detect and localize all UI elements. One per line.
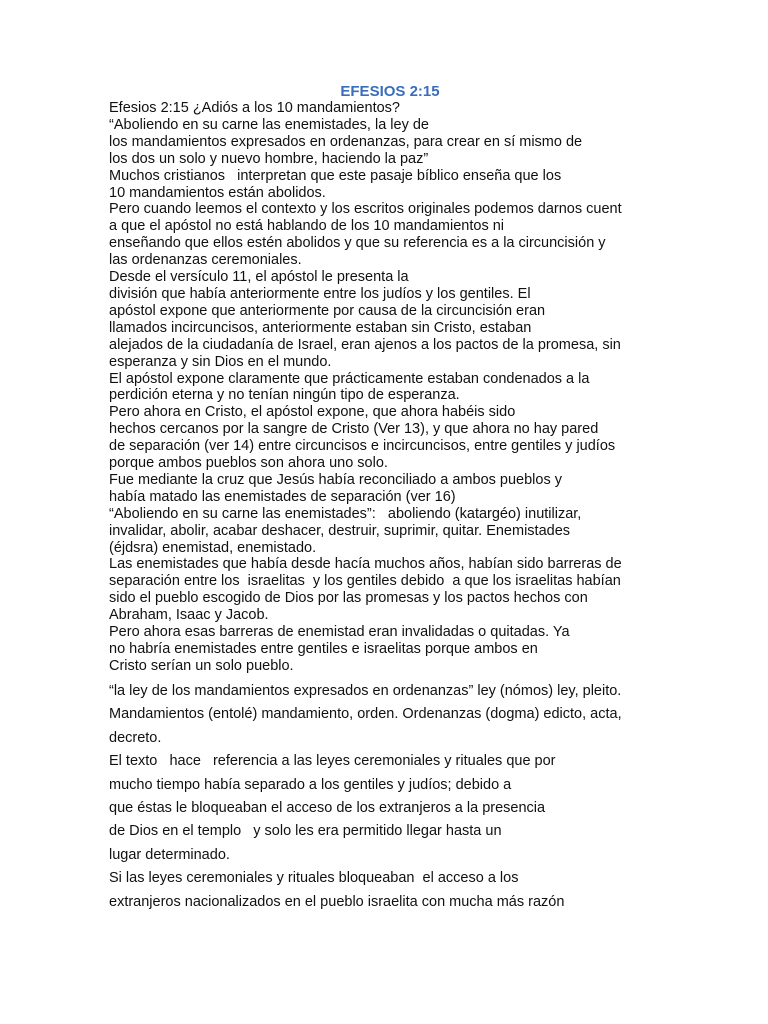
text-line: división que había anteriormente entre los judíos y los gentiles. El [109, 285, 531, 302]
text-line: los dos un solo y nuevo hombre, haciendo la paz” [109, 150, 429, 167]
text-line: invalidar, abolir, acabar deshacer, destruir, suprimir, quitar. Enemistades [109, 522, 571, 539]
text-line: Efesios 2:15 ¿Adiós a los 10 mandamientos? [109, 100, 400, 116]
document-title: EFESIOS 2:15 [340, 83, 440, 100]
text-line: los mandamientos expresados en ordenanzas, para crear en sí mismo de [109, 133, 583, 150]
text-line: enseñando que ellos estén abolidos y que su referencia es a la circuncisión y [109, 235, 606, 252]
text-line: no habría enemistades entre gentiles e israelitas porque ambos en [109, 641, 538, 657]
text-line: Desde el versículo 11, el apóstol le presenta la [109, 269, 409, 286]
text-line: 10 mandamientos están abolidos. [109, 184, 326, 201]
text-line: El apóstol expone claramente que prácticamente estaban condenados a la [109, 370, 590, 387]
text-line: Abraham, Isaac y Jacob. [109, 607, 269, 624]
text-line: Las enemistades que había desde hacía muchos años, habían sido barreras de [109, 556, 622, 573]
text-line: “Aboliendo en su carne las enemistades”: aboliendo (katargéo) inutilizar, [109, 505, 582, 522]
text-line: llamados incircuncisos, anteriormente estaban sin Cristo, estaban [109, 319, 532, 336]
text-line: que éstas le bloqueaban el acceso de los extranjeros a la presencia [109, 800, 546, 817]
text-line: esperanza y sin Dios en el mundo. [109, 353, 332, 370]
text-line: Fue mediante la cruz que Jesús había reconciliado a ambos pueblos y [109, 471, 562, 488]
text-line: a que el apóstol no está hablando de los 10 mandamientos ni [109, 218, 505, 235]
text-line: El texto hace referencia a las leyes ceremoniales y rituales que por [109, 753, 556, 770]
body-text-block-spaced [109, 680, 622, 914]
text-line: apóstol expone que anteriormente por causa de la circuncisión eran [109, 302, 546, 319]
text-line: “la ley de los mandamientos expresados en ordenanzas” ley (nómos) ley, pleito. [109, 683, 622, 699]
text-line: “Aboliendo en su carne las enemistades, la ley de [109, 116, 429, 133]
text-line: Mandamientos (entolé) mandamiento, orden. Ordenanzas (dogma) edicto, acta, [109, 706, 622, 723]
text-line: de separación (ver 14) entre circuncisos e incircuncisos, entre gentiles y judíos [109, 438, 616, 455]
text-line: las ordenanzas ceremoniales. [109, 252, 302, 269]
text-line: lugar determinado. [109, 846, 230, 863]
text-line: (éjdsra) enemistad, enemistado. [109, 539, 317, 556]
text-line: porque ambos pueblos son ahora uno solo. [109, 455, 388, 472]
text-line: había matado las enemistades de separación (ver 16) [109, 488, 456, 505]
text-line: Pero ahora esas barreras de enemistad eran invalidadas o quitadas. Ya [109, 624, 570, 641]
text-line: Muchos cristianos interpretan que este pasaje bíblico enseña que los [109, 167, 562, 184]
text-line: Pero cuando leemos el contexto y los escritos originales podemos darnos cuent [109, 201, 622, 218]
text-line: alejados de la ciudadanía de Israel, eran ajenos a los pactos de la promesa, sin [109, 336, 621, 353]
text-line: Cristo serían un solo pueblo. [109, 657, 294, 674]
text-line: sido el pueblo escogido de Dios por las promesas y los pactos hechos con [109, 590, 588, 607]
text-line: mucho tiempo había separado a los gentiles y judíos; debido a [109, 776, 512, 793]
text-line: Si las leyes ceremoniales y rituales bloqueaban el acceso a los [109, 870, 519, 887]
text-line: separación entre los israelitas y los gentiles debido a que los israelitas habían [109, 573, 621, 590]
text-line: perdición eterna y no tenían ningún tipo de esperanza. [109, 387, 460, 404]
body-text-block [109, 100, 622, 675]
text-line: extranjeros nacionalizados en el pueblo israelita con mucha más razón [109, 893, 565, 910]
text-line: de Dios en el templo y solo les era permitido llegar hasta un [109, 823, 502, 840]
text-line: Pero ahora en Cristo, el apóstol expone, que ahora habéis sido [109, 404, 516, 421]
text-line: decreto. [109, 729, 162, 746]
text-line: hechos cercanos por la sangre de Cristo (Ver 13), y que ahora no hay pared [109, 421, 599, 438]
